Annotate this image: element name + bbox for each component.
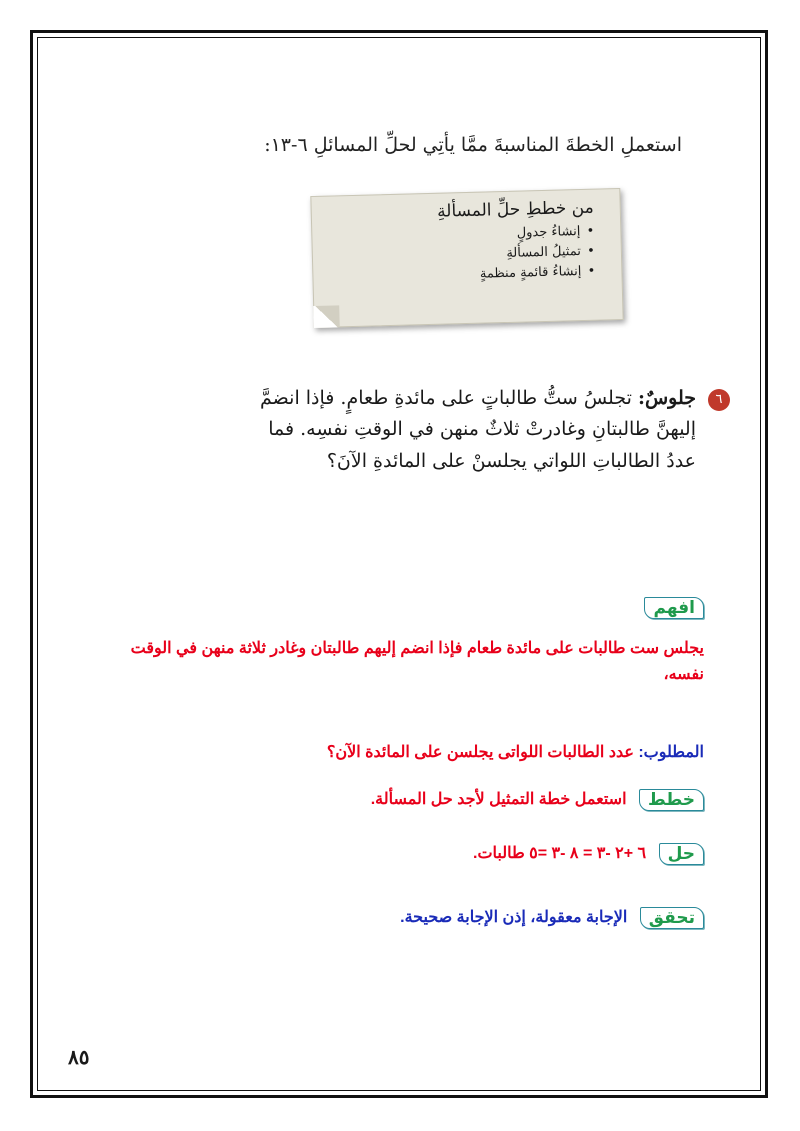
problem-number-badge: ٦	[708, 389, 730, 411]
strategy-item: • تمثيلُ المسألةِ	[323, 244, 595, 266]
plan-row	[371, 789, 704, 811]
required-text: عدد الطالبات اللواتى يجلسن على المائدة الآن؟	[326, 744, 634, 761]
page-number: ٨٥	[68, 1047, 90, 1069]
strategies-title: من خططِ حلِّ المسألةِ	[436, 197, 594, 222]
understand-label-box: افهم	[644, 597, 704, 619]
strategies-list	[322, 224, 595, 286]
instruction-text: استعملِ الخطةَ المناسبةَ ممَّا يأتِي لحلِّ المسائلِ ٦-١٣:	[264, 134, 682, 156]
strategy-item: • إنشاءُ جدولٍ	[322, 224, 594, 246]
plan-label-box: خطط	[639, 789, 704, 811]
solve-row	[473, 843, 704, 865]
problem-keyword: جلوسٌ:	[637, 387, 696, 409]
required-label: المطلوب:	[638, 744, 704, 761]
solve-text: ٦ +٢ -٣ = ٨ -٣ =٥ طالبات.	[473, 845, 647, 863]
check-row	[400, 907, 704, 929]
strategy-item: • إنشاءُ قائمةٍ منظمةٍ	[323, 264, 595, 286]
understand-step	[636, 597, 704, 619]
strategies-note-card	[310, 188, 623, 328]
understand-text: يجلس ست طالبات على مائدة طعام فإذا انضم إليهم طالبتان وغادر ثلاثة منهن في الوقت نفسه،	[130, 640, 704, 683]
page-curl-corner	[313, 305, 340, 328]
plan-text: استعمل خطة التمثيل لأجد حل المسألة.	[370, 791, 627, 809]
check-label-box: تحقق	[640, 907, 704, 929]
required-row	[327, 742, 704, 762]
solve-label-box: حل	[659, 843, 704, 865]
problem-text: تجلسُ ستُّ طالباتٍ على مائدةِ طعامٍ. فإذا انضمَّ إليهنَّ طالبتانِ وغادرتْ ثلاثٌ منهن في الوقتِ نفسِه. فما عددُ الطالباتِ اللواتي يجلسنْ على المائدةِ الآنَ؟	[260, 387, 696, 472]
problem-statement	[236, 383, 723, 477]
check-text: الإجابة معقولة، إذن الإجابة صحيحة.	[400, 909, 628, 927]
